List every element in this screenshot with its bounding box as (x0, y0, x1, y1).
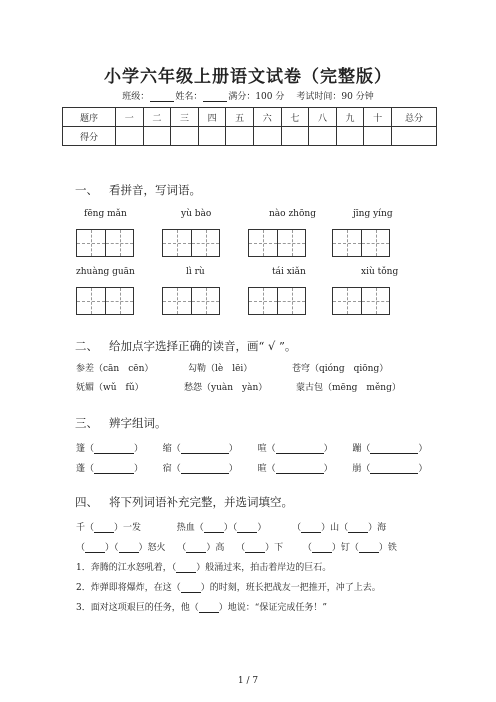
page-title: 小学六年级上册语文试卷（完整版） (104, 67, 392, 87)
table-cell: 三 (171, 108, 199, 127)
char-prompt: 崩（ (352, 464, 371, 474)
section-number: 二、 (75, 339, 98, 353)
score-cell[interactable] (253, 127, 281, 146)
section-2-heading (75, 338, 296, 354)
answer-blank[interactable] (312, 543, 332, 553)
sentence-text: ）的时刻，班长把战友一把推开，冲了上去。 (200, 583, 381, 593)
paren: ） (418, 464, 428, 474)
pinyin-label: fēng mǎn (84, 209, 127, 219)
table-cell: 十 (364, 108, 392, 127)
reading-choice[interactable]: 妩媚（wǔ fǔ） (76, 383, 144, 393)
score-table (62, 107, 437, 146)
paren: ） (134, 464, 144, 474)
answer-blank[interactable] (370, 444, 418, 454)
paren: ） (323, 444, 333, 454)
pinyin-label: lì rù (186, 267, 205, 277)
idiom-text: ）（ (223, 523, 238, 533)
idiom-text: ） (257, 523, 267, 533)
section-title: 给加点字选择正确的读音，画“ √ ”。 (109, 339, 297, 353)
char-prompt: 宿（ (162, 464, 181, 474)
idiom-text: ）高 (206, 543, 225, 553)
paren: ） (323, 464, 333, 474)
reading-choice[interactable]: 愁怨（yuàn yàn） (184, 383, 268, 393)
exam-time-label: 考试时间：90 分钟 (296, 92, 374, 102)
answer-blank[interactable] (276, 464, 324, 474)
section-1-heading (75, 182, 201, 198)
paren: ） (228, 464, 238, 474)
paren: ） (134, 444, 144, 454)
section-title: 将下列词语补充完整，并选词填空。 (109, 495, 293, 509)
writing-grid[interactable] (248, 287, 306, 315)
writing-grid[interactable] (76, 229, 134, 257)
idiom-text: 热血（ (176, 523, 204, 533)
writing-grid[interactable] (162, 229, 220, 257)
paren: ） (418, 444, 428, 454)
idiom-text: （ (177, 543, 187, 553)
fill-sentence (76, 600, 327, 613)
writing-grid[interactable] (76, 287, 134, 315)
section-number: 四、 (75, 495, 98, 509)
sentence-text: ）地说：“保证完成任务！” (218, 603, 327, 613)
char-prompt: 喧（ (257, 444, 276, 454)
answer-blank[interactable] (181, 444, 229, 454)
idiom-text: （ (292, 523, 302, 533)
sentence-text: 1．奔腾的江水怒吼着，（ (76, 563, 177, 573)
writing-grid[interactable] (332, 287, 390, 315)
score-table-header (63, 108, 437, 127)
word-group-line (76, 441, 427, 454)
score-cell[interactable] (364, 127, 392, 146)
char-prompt: 暄（ (257, 464, 276, 474)
section-title: 辨字组词。 (109, 416, 167, 430)
answer-blank[interactable] (94, 444, 134, 454)
word-group-line (76, 461, 427, 474)
writing-grid[interactable] (332, 229, 390, 257)
answer-blank[interactable] (237, 523, 257, 533)
pinyin-label: nào zhōng (269, 209, 316, 219)
writing-grid[interactable] (248, 229, 306, 257)
score-cell[interactable] (171, 127, 199, 146)
answer-blank[interactable] (119, 543, 139, 553)
score-table-row (63, 127, 437, 146)
reading-choice[interactable]: 勾勒（lè lēi） (188, 364, 253, 374)
idiom-text: （ (236, 543, 246, 553)
score-cell[interactable] (198, 127, 226, 146)
exam-info (0, 89, 496, 102)
answer-blank[interactable] (176, 563, 196, 573)
idiom-text: ）（ (105, 543, 119, 553)
answer-blank[interactable] (186, 543, 206, 553)
section-number: 三、 (75, 416, 98, 430)
table-cell: 一 (116, 108, 144, 127)
answer-blank[interactable] (359, 543, 379, 553)
pinyin-label: zhuàng guān (76, 267, 135, 277)
name-blank[interactable] (203, 93, 227, 102)
score-cell[interactable] (226, 127, 254, 146)
idiom-text: ）海 (368, 523, 387, 533)
answer-blank[interactable] (181, 583, 201, 593)
table-cell: 四 (198, 108, 226, 127)
idiom-line (76, 540, 397, 553)
score-cell[interactable] (392, 127, 437, 146)
sentence-text: ）般涌过来，拍击着岸边的巨石。 (196, 563, 332, 573)
idiom-text: ）怒火 (138, 543, 166, 553)
answer-blank[interactable] (199, 603, 219, 613)
answer-blank[interactable] (181, 464, 229, 474)
idiom-text: （ (302, 543, 312, 553)
table-cell: 总分 (392, 108, 437, 127)
answer-blank[interactable] (301, 523, 321, 533)
reading-choice[interactable]: 苍穹（qióng qiōng） (292, 364, 389, 374)
table-cell: 得分 (63, 127, 116, 146)
paren: ） (228, 444, 238, 454)
pinyin-label: tái xiǎn (272, 267, 306, 277)
score-cell[interactable] (309, 127, 337, 146)
char-prompt: 篷（ (76, 444, 95, 454)
table-cell: 七 (281, 108, 309, 127)
idiom-text: ）钉（ (331, 543, 359, 553)
section-number: 一、 (75, 183, 98, 197)
class-label: 班级： (122, 92, 150, 102)
table-cell: 题序 (63, 108, 116, 127)
answer-blank[interactable] (94, 523, 114, 533)
char-prompt: 蹦（ (352, 444, 371, 454)
writing-grid[interactable] (162, 287, 220, 315)
table-cell: 六 (253, 108, 281, 127)
score-cell[interactable] (143, 127, 171, 146)
fill-sentence (76, 560, 331, 573)
score-cell[interactable] (116, 127, 144, 146)
answer-blank[interactable] (204, 523, 224, 533)
section-title: 看拼音，写词语。 (109, 183, 201, 197)
sentence-text: 3．面对这项艰巨的任务，他（ (76, 603, 199, 613)
class-blank[interactable] (150, 93, 174, 102)
answer-blank[interactable] (348, 523, 368, 533)
pinyin-label: yù bào (181, 209, 212, 219)
idiom-text: 千（ (76, 523, 95, 533)
answer-blank[interactable] (94, 464, 134, 474)
idiom-text: （ (76, 543, 86, 553)
pinyin-label: xiù tǒng (361, 267, 399, 277)
char-prompt: 缩（ (162, 444, 181, 454)
page-number: 1 / 7 (237, 676, 259, 686)
reading-choice[interactable]: 参差（cān cēn） (76, 364, 154, 374)
idiom-text: ）下 (265, 543, 284, 553)
idiom-line (76, 520, 386, 533)
score-cell[interactable] (336, 127, 364, 146)
reading-choice[interactable]: 蒙古包（mēng měng） (296, 383, 401, 393)
full-score-label: 满分：100 分 (228, 92, 285, 102)
answer-blank[interactable] (85, 543, 105, 553)
pinyin-label: jīng yíng (353, 209, 393, 219)
section-3-heading (75, 415, 167, 431)
char-prompt: 蓬（ (76, 464, 95, 474)
answer-blank[interactable] (370, 464, 418, 474)
table-cell: 八 (309, 108, 337, 127)
fill-sentence (76, 580, 381, 593)
idiom-text: ）山（ (321, 523, 349, 533)
table-cell: 五 (226, 108, 254, 127)
name-label: 姓名： (175, 92, 203, 102)
table-cell: 九 (336, 108, 364, 127)
table-cell: 二 (143, 108, 171, 127)
sentence-text: 2．炸弹即将爆炸，在这（ (76, 583, 181, 593)
idiom-text: ）铁 (378, 543, 397, 553)
section-4-heading (75, 494, 293, 510)
score-cell[interactable] (281, 127, 309, 146)
answer-blank[interactable] (245, 543, 265, 553)
idiom-text: ）一发 (114, 523, 142, 533)
answer-blank[interactable] (276, 444, 324, 454)
